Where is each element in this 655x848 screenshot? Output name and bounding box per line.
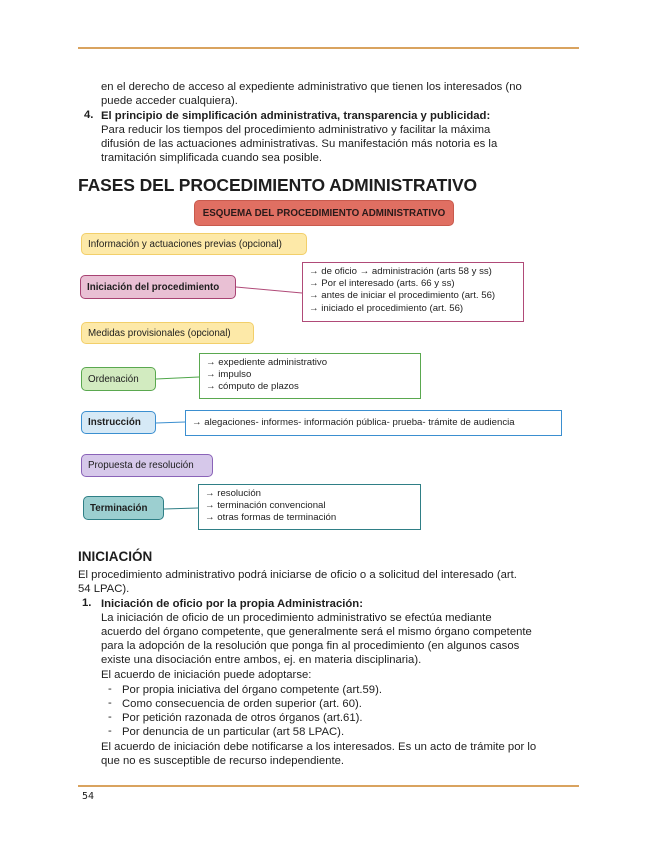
phase-medidas: Medidas provisionales (opcional)	[81, 322, 254, 344]
bullet-dash: -	[108, 697, 112, 709]
principle-4-line: Para reducir los tiempos del procedimiento administrativo y facilitar la máxima	[101, 124, 491, 136]
detail-iniciacion-line: → Por el interesado (arts. 66 y ss)	[309, 278, 455, 290]
bullet-item: Por propia iniciativa del órgano competente (art.59).	[122, 684, 382, 696]
detail-ordenacion-line: → impulso	[206, 369, 252, 381]
principle-4-title: El principio de simplificación administrativa, transparencia y publicidad:	[101, 110, 491, 122]
bullet-dash: -	[108, 683, 112, 695]
bullet-item: Por petición razonada de otros órganos (art.61).	[122, 712, 363, 724]
acuerdo-intro: El acuerdo de iniciación puede adoptarse:	[101, 669, 312, 681]
continuation-line-1: en el derecho de acceso al expediente administrativo que tienen los interesados (no	[101, 81, 522, 93]
detail-ordenacion-line: → expediente administrativo	[206, 357, 328, 368]
iniciacion-intro-line: 54 LPAC).	[78, 583, 130, 595]
detail-iniciacion-line: → iniciado el procedimiento (art. 56)	[309, 302, 464, 314]
item-1-line: existe una disociación entre ambos, ej. en materia disciplinaria).	[101, 654, 422, 666]
detail-terminacion-line: → resolución	[205, 488, 261, 499]
section-title: FASES DEL PROCEDIMIENTO ADMINISTRATIVO	[78, 175, 478, 195]
detail-ordenacion	[199, 353, 421, 399]
bullet-item: Como consecuencia de orden superior (art. 60).	[122, 698, 362, 710]
detail-instruccion	[185, 410, 562, 436]
bottom-rule	[78, 785, 579, 787]
phase-terminacion: Terminación	[83, 496, 164, 520]
principle-4-line: tramitación simplificada cuando sea posible.	[101, 152, 323, 164]
detail-terminacion-line: → otras formas de terminación	[205, 512, 337, 524]
principle-4-line: difusión de las actuaciones administrativas. Su manifestación más notoria es la	[101, 138, 498, 150]
item-1-line: para la adopción de la resolución que ponga fin al procedimiento (en algunos casos	[101, 640, 520, 652]
bullet-dash: -	[108, 711, 112, 723]
principle-4-number: 4.	[84, 109, 94, 121]
item-1-number: 1.	[82, 597, 92, 609]
item-1-title: Iniciación de oficio por la propia Administración:	[101, 598, 363, 610]
phase-ordenacion: Ordenación	[81, 367, 156, 391]
phase-iniciacion: Iniciación del procedimiento	[80, 275, 236, 299]
iniciacion-heading: INICIACIÓN	[78, 549, 153, 564]
detail-iniciacion-line: → antes de iniciar el procedimiento (art. 56)	[309, 290, 496, 302]
detail-iniciacion-line: → de oficio → administración (arts 58 y ss)	[309, 266, 492, 277]
detail-terminacion-line: → terminación convencional	[205, 500, 326, 512]
item-1-line: La iniciación de oficio de un procedimiento administrativo se efectúa mediante	[101, 612, 492, 624]
detail-instruccion-line: → alegaciones- informes- información pública- prueba- trámite de audiencia	[192, 416, 515, 428]
phase-informacion: Información y actuaciones previas (opcional)	[81, 233, 307, 255]
closing-line: que no es susceptible de recurso independiente.	[101, 755, 345, 767]
phase-propuesta: Propuesta de resolución	[81, 454, 213, 477]
bullet-dash: -	[108, 725, 112, 737]
diagram-header: ESQUEMA DEL PROCEDIMIENTO ADMINISTRATIVO	[194, 200, 454, 226]
detail-ordenacion-line: → cómputo de plazos	[206, 381, 299, 393]
detail-iniciacion	[302, 262, 524, 322]
detail-terminacion	[198, 484, 421, 530]
iniciacion-intro-line: El procedimiento administrativo podrá iniciarse de oficio o a solicitud del interesado (art.	[78, 569, 517, 581]
bullet-item: Por denuncia de un particular (art 58 LPAC).	[122, 726, 345, 738]
continuation-line-2: puede acceder cualquiera).	[101, 95, 238, 107]
page-number: 54	[82, 791, 95, 802]
closing-line: El acuerdo de iniciación debe notificarse a los interesados. Es un acto de trámite por lo	[101, 741, 537, 753]
item-1-line: acuerdo del órgano competente, que generalmente será el mismo órgano competente	[101, 626, 532, 638]
phase-instruccion: Instrucción	[81, 411, 156, 434]
